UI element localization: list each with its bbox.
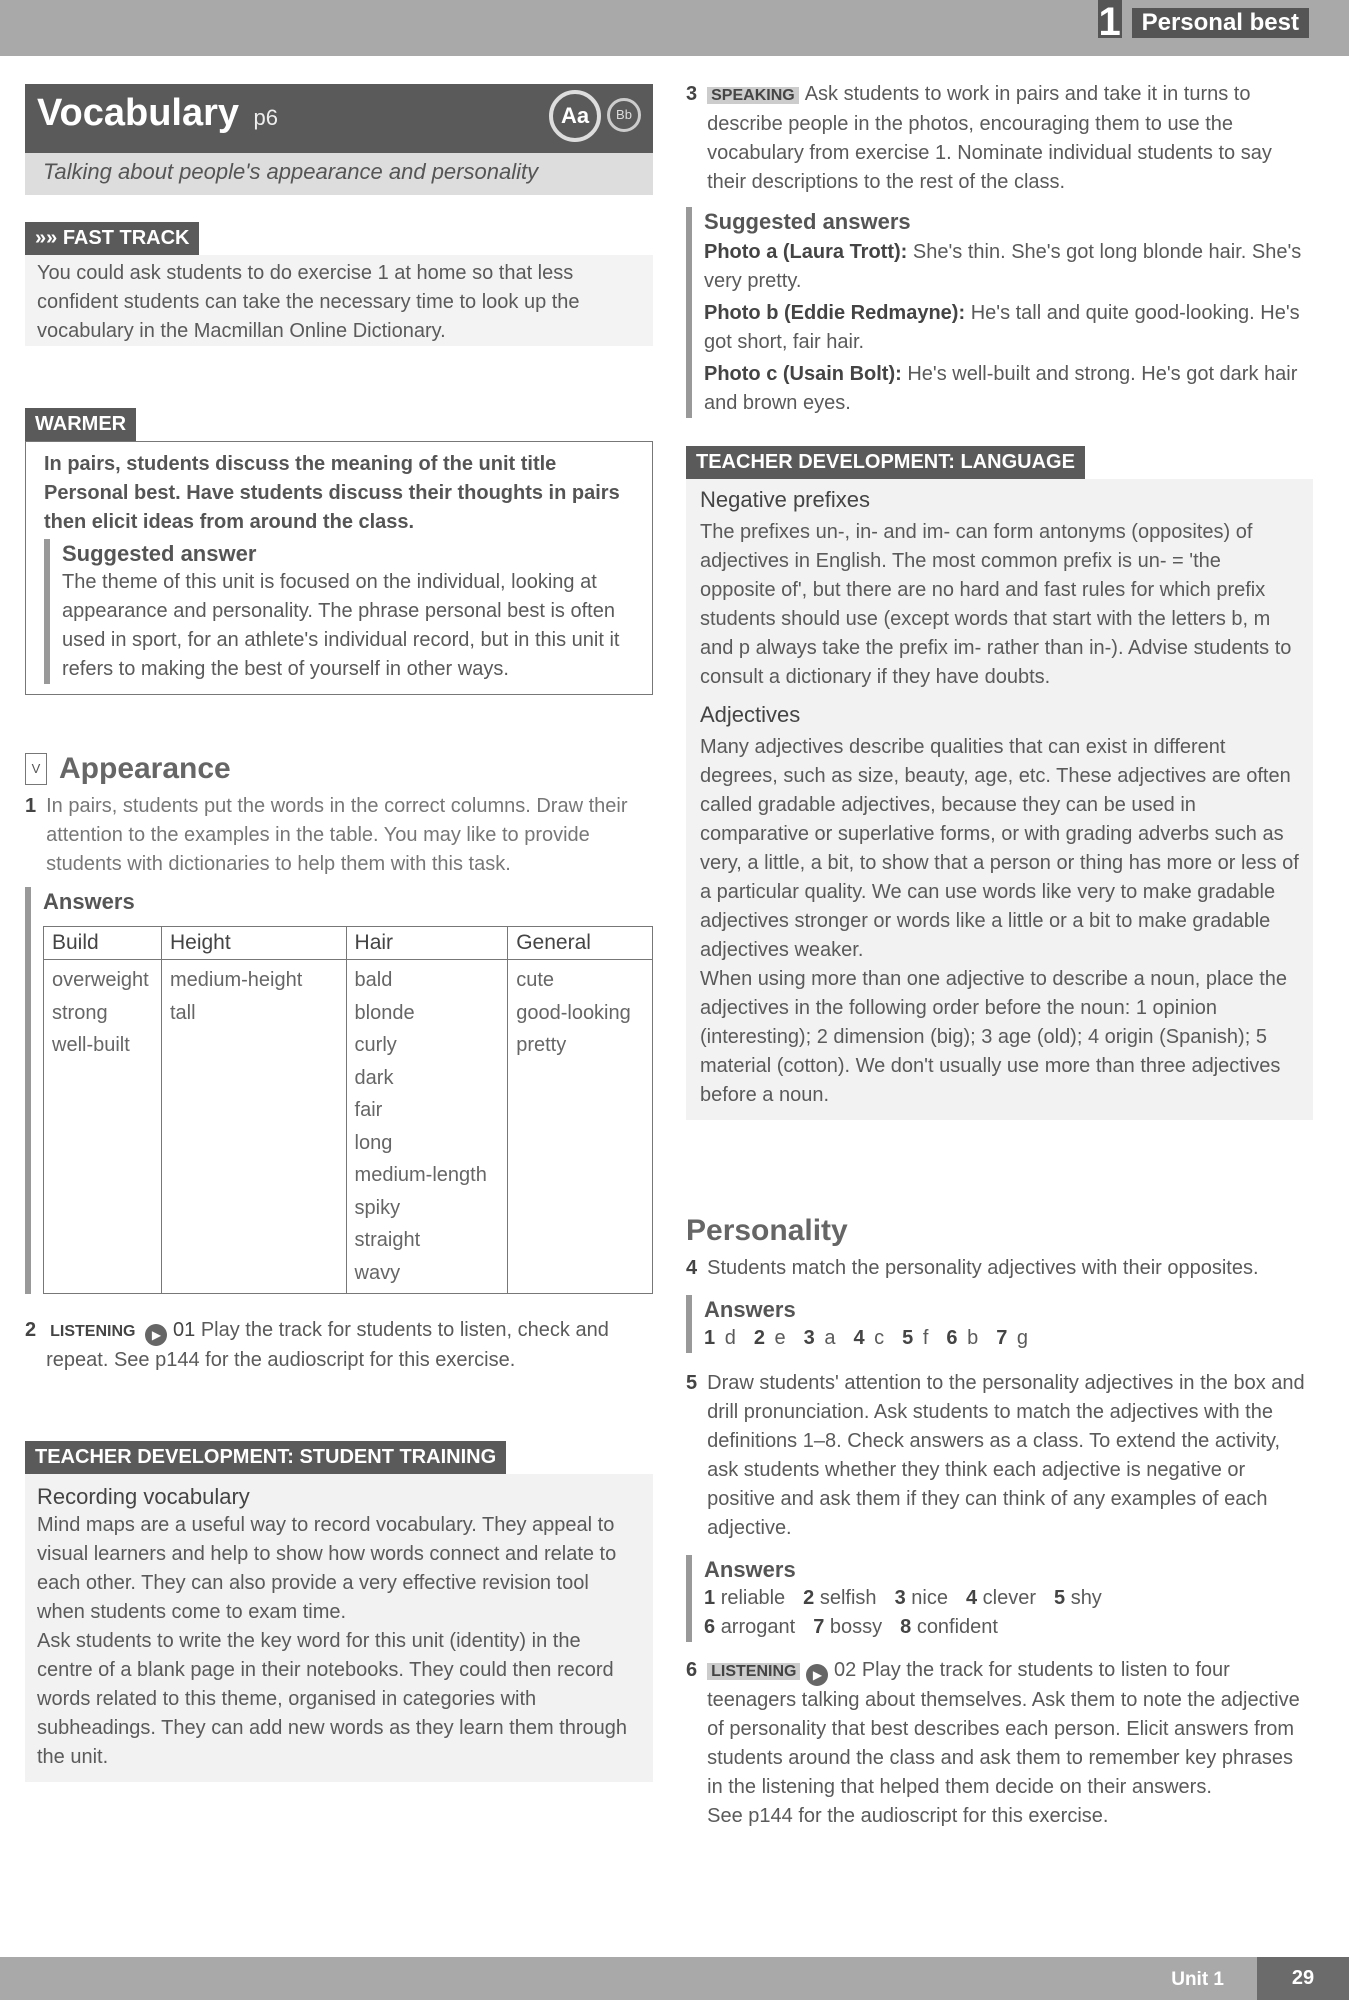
table-cell: medium-length	[354, 1164, 487, 1186]
exercise-2: 2 LISTENING ▶ 01 Play the track for students to listen, check and repeat. See p144 for the audioscript for this exercise.	[25, 1319, 609, 1371]
answer-item: 1 reliable	[704, 1587, 786, 1609]
table-cell: tall	[169, 1001, 196, 1024]
chapter-badge	[1098, 0, 1309, 44]
answer-item: 1 d	[704, 1327, 736, 1349]
ex4-answers	[704, 1324, 1313, 1353]
table-cell: cute	[516, 969, 555, 991]
table-cell: medium-height	[169, 969, 303, 991]
table-cell: pretty	[516, 1034, 567, 1056]
answer-item: 4 clever	[965, 1587, 1036, 1609]
exercise-5: 5 Draw students' attention to the personality adjectives in the box and drill pronunciation. Ask students to match the adjectives with the definitions 1–8. Check answers as a class. To extend the activity, ask students whether they think each adjective is negative or positive and ask them if they can think of any examples of each adjective.	[686, 1372, 1305, 1539]
footer-unit: Unit 1	[1171, 1969, 1224, 1990]
vocabulary-banner	[25, 84, 653, 195]
section-title: Vocabulary	[37, 92, 240, 134]
table-header: General	[508, 927, 653, 960]
ex5-answers-heading: Answers	[704, 1557, 796, 1582]
suggested-answers-heading: Suggested answers	[704, 209, 911, 234]
table-cell: long	[354, 1131, 393, 1154]
table-column	[346, 960, 508, 1294]
table-header: Hair	[346, 927, 508, 960]
td-language-label: TEACHER DEVELOPMENT: LANGUAGE	[686, 446, 1085, 479]
answer-item: 2 selfish	[803, 1587, 877, 1609]
warmer-box	[25, 441, 653, 695]
page-number: 29	[1257, 1957, 1349, 2000]
adjectives-heading: Adjectives	[700, 702, 801, 727]
audioscript-note: See p144 for the audioscript for this exercise.	[707, 1805, 1109, 1827]
suggested-answer-heading: Suggested answer	[62, 541, 257, 566]
play-icon[interactable]: ▶	[806, 1664, 828, 1686]
table-cell: spiky	[354, 1196, 401, 1219]
answer-item: 6 b	[946, 1327, 979, 1349]
table-header: Height	[161, 927, 346, 960]
exercise-4: 4 Students match the personality adjectives with their opposites.	[686, 1257, 1259, 1279]
td-student-label: TEACHER DEVELOPMENT: STUDENT TRAINING	[25, 1441, 506, 1474]
table-cell: dark	[354, 1066, 394, 1089]
negative-prefixes-text: The prefixes un-, in- and im- can form antonyms (opposites) of adjectives in English. The most common prefix is un- = 'the opposite of', but there are no hard and fast rules for which prefix students should use (except words that start with the letters b, m and p always take the prefix im- rather than in-). Advise students to consult a dictionary if they have doubts.	[700, 521, 1292, 688]
play-icon[interactable]: ▶	[145, 1324, 167, 1346]
listening-tag: LISTENING	[707, 1663, 800, 1680]
answer-photo-b: Photo b (Eddie Redmayne): He's tall and quite good-looking. He's got short, fair hair.	[704, 302, 1300, 353]
fast-track-text: You could ask students to do exercise 1 at home so that less confident students can take the necessary time to look up the vocabulary in the Macmillan Online Dictionary.	[25, 255, 653, 346]
td-student-p2: Ask students to write the key word for this unit (identity) in the centre of a blank page in their notebooks. They could then record words related to this theme, organised in categories with subheadings. They can add new words as they learn them through the unit.	[37, 1630, 627, 1768]
exercise-1: 1 In pairs, students put the words in the correct columns. Draw their attention to the examples in the table. You may like to provide students with dictionaries to help them with this task.	[25, 795, 628, 875]
table-cell: well-built	[52, 1034, 130, 1056]
answer-item: 8 confident	[900, 1616, 998, 1638]
warmer-text: In pairs, students discuss the meaning of the unit title Personal best. Have students discuss their thoughts in pairs then elicit ideas from around the class.	[44, 453, 620, 533]
answer-photo-a: Photo a (Laura Trott): She's thin. She's got long blonde hair. She's very pretty.	[704, 241, 1302, 292]
td-student-heading: Recording vocabulary	[37, 1484, 250, 1509]
track-number: 01	[173, 1319, 196, 1341]
table-column	[161, 960, 346, 1294]
chapter-title: Personal best	[1132, 8, 1309, 38]
table-cell: wavy	[354, 1261, 401, 1284]
magnifier-icon: Aa	[549, 90, 601, 142]
warmer-label: WARMER	[25, 408, 136, 441]
ex4-answers-heading: Answers	[704, 1297, 796, 1322]
table-cell: good-looking	[516, 1001, 631, 1024]
table-cell: straight	[354, 1229, 421, 1251]
answers-heading: Answers	[43, 889, 135, 914]
answer-item: 5 f	[902, 1327, 929, 1349]
page-ref: p6	[253, 105, 278, 130]
vocabulary-table	[43, 926, 653, 1294]
td-student-p1: Mind maps are a useful way to record vocabulary. They appeal to visual learners and help to show how words connect and relate to each other. They can also provide a very effective revision tool when students come to exam time.	[37, 1514, 617, 1623]
table-cell: curly	[354, 1034, 397, 1056]
negative-prefixes-heading: Negative prefixes	[700, 487, 870, 512]
adjective-order-text: When using more than one adjective to describe a noun, place the adjectives in the following order before the noun: 1 opinion (interesting); 2 dimension (big); 3 age (old); 4 origin (Spanish); 5 material (cotton). We don't usually use more than three adjectives before a noun.	[700, 968, 1288, 1106]
footer-band	[0, 1957, 1349, 2000]
table-cell: strong	[52, 1001, 108, 1024]
section-subtitle: Talking about people's appearance and personality	[25, 153, 653, 195]
vocabulary-icon: V	[25, 753, 47, 785]
exercise-3: 3 SPEAKING Ask students to work in pairs and take it in turns to describe people in the photos, encouraging them to use the vocabulary from exercise 1. Nominate individual students to say their descriptions to the rest of the class.	[686, 83, 1272, 193]
answer-item: 2 e	[753, 1327, 786, 1349]
table-column	[44, 960, 162, 1294]
header-band	[0, 0, 1349, 56]
answer-item: 3 nice	[894, 1587, 948, 1609]
appearance-heading: Appearance	[59, 752, 231, 785]
answer-item: 7 bossy	[813, 1616, 883, 1638]
table-cell: overweight	[52, 969, 149, 991]
table-header: Build	[44, 927, 162, 960]
fast-track-label: »» FAST TRACK	[25, 222, 199, 255]
answer-photo-c: Photo c (Usain Bolt): He's well-built and strong. He's got dark hair and brown eyes.	[704, 363, 1298, 414]
letter-icon: Bb	[607, 98, 641, 132]
suggested-answer-text: The theme of this unit is focused on the individual, looking at appearance and personality. The phrase personal best is often used in sport, for an athlete's individual record, but in this unit it refers to making the best of yourself in other ways.	[62, 571, 620, 680]
track-number: 02	[834, 1659, 857, 1681]
table-cell: fair	[354, 1099, 383, 1121]
table-cell: bald	[354, 969, 393, 991]
exercise-6: 6 LISTENING ▶ 02 Play the track for students to listen to four teenagers talking about themselves. Ask them to note the adjective of personality that best describes each person. Elicit answers from students around the class and ask them to remember key phrases in the listening that helped them decide on their answers. See p144 for the audioscript for this exercise.	[686, 1659, 1300, 1827]
answer-item: 7 g	[996, 1327, 1028, 1349]
answer-item: 4 c	[853, 1327, 885, 1349]
table-cell: blonde	[354, 1001, 415, 1024]
chapter-number: 1	[1098, 0, 1121, 44]
ex5-answers	[704, 1584, 1244, 1642]
answer-item: 6 arrogant	[704, 1616, 796, 1638]
adjectives-text: Many adjectives describe qualities that can exist in different degrees, such as size, beauty, age, etc. These adjectives are often called gradable adjectives, because they can be used in comparative or superlative forms, or with grading adverbs such as very, a little, a bit, to show that a person or thing has more or less of a particular quality. We can use words like very to make gradable adjectives stronger or words like a little or a bit to make gradable adjectives weaker.	[700, 736, 1299, 961]
listening-tag: LISTENING	[50, 1323, 136, 1340]
personality-heading: Personality	[686, 1214, 848, 1247]
answer-item: 5 shy	[1054, 1587, 1102, 1609]
answer-item: 3 a	[803, 1327, 836, 1349]
table-column	[508, 960, 653, 1294]
